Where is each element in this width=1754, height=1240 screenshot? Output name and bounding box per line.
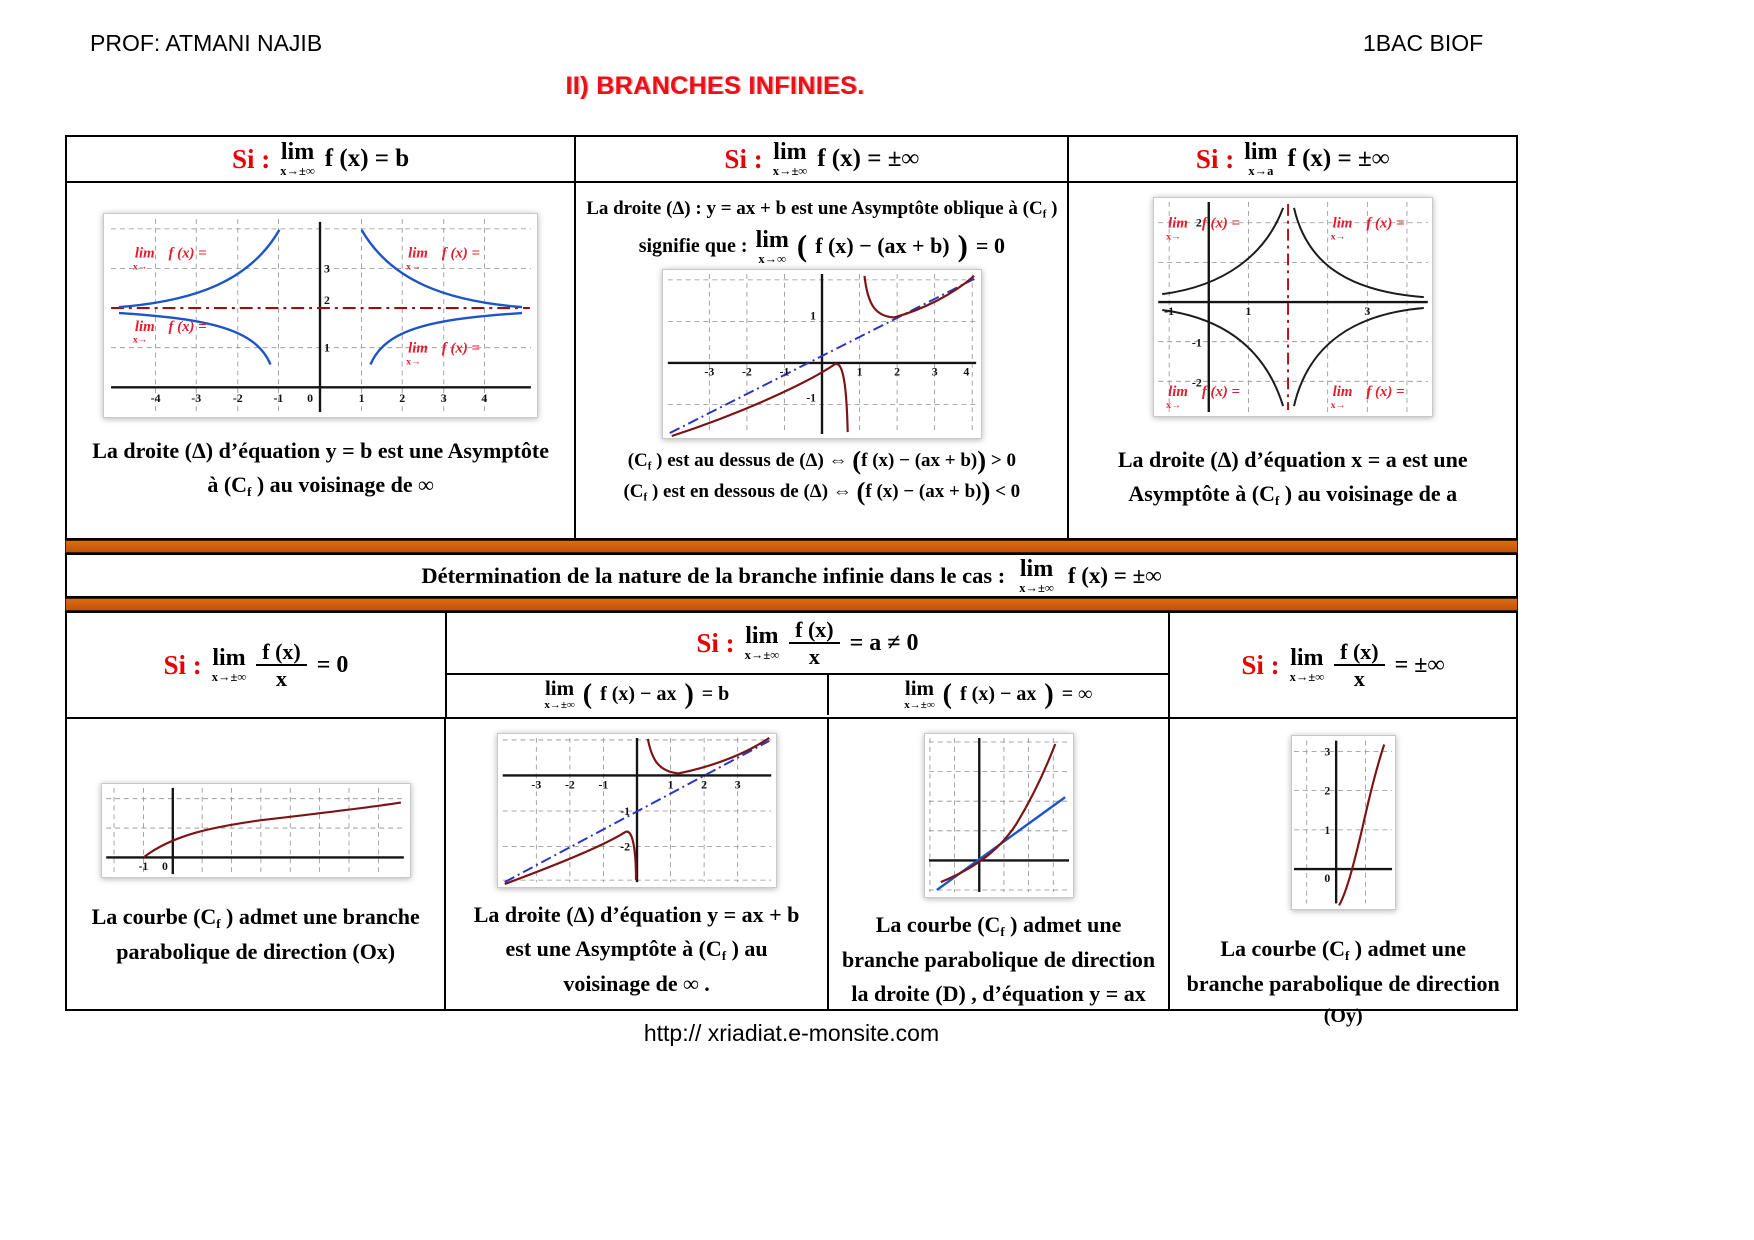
caption-line: La courbe (Cf ) admet une [1220,936,1466,963]
below-condition: (Cf ) est en dessous de (Δ) ⇔ (f (x) − (ax + b)) < 0 [623,475,1021,506]
svg-text:f (x) =: f (x) = [1201,384,1240,401]
svg-text:lim: lim [1167,215,1188,232]
limit-notation: lim x→±∞ [904,676,935,712]
svg-text:lim: lim [1332,215,1353,232]
bottom-header-a-formula: Si : lim x→±∞ $\frac{f (x)}{x}$ = a ≠ 0 [447,613,1168,675]
svg-text:1: 1 [358,391,365,406]
x-tick-labels [704,365,969,379]
oblique-asymptote-graph [662,269,982,439]
vertical-asymptote-graph [1153,197,1433,417]
svg-text:1: 1 [809,308,816,323]
bottom-subheader-row [447,675,1168,715]
svg-text:-1: -1 [273,391,284,406]
caption-line: La droite (Δ) d’équation x = a est une [1117,447,1468,472]
svg-text:lim: lim [408,340,429,357]
caption-line: La courbe (Cf ) admet une branche [91,904,420,931]
si-label: Si : [163,649,202,680]
svg-text:-4: -4 [150,391,161,406]
si-label: Si : [724,143,763,174]
svg-text:0: 0 [1324,871,1330,885]
top-header-case-vertical [1069,137,1516,181]
svg-text:3: 3 [1324,745,1330,759]
bottom-body-row [67,719,1516,1027]
fraction: $\frac{f (x)}{x}$ [256,640,306,690]
caption-line: la droite (D) , d’équation y = ax [851,980,1146,1006]
svg-text:-2: -2 [741,364,752,379]
svg-text:2: 2 [399,391,406,406]
subcase-asymptote: lim x→±∞ ( f (x) − ax ) = b [447,675,829,715]
bottom-body-oblique [446,719,828,1009]
limit-notation: lim x→±∞ [211,645,247,685]
svg-text:1: 1 [667,777,674,792]
oblique-definition: La droite (Δ) : y = ax + b est une Asymptôte oblique à (Cf ) [586,198,1058,221]
svg-text:f (x) =: f (x) = [1201,215,1240,232]
x-tick-labels [138,860,167,873]
svg-text:x→: x→ [406,356,422,368]
svg-text:x→: x→ [1330,400,1346,412]
fraction: $\frac{f (x)}{x}$ [1334,640,1384,690]
svg-text:x→: x→ [132,334,148,346]
svg-text:-2: -2 [1191,375,1202,390]
svg-text:f (x) =: f (x) = [168,318,207,335]
svg-text:3: 3 [440,391,447,406]
svg-text:f (x) =: f (x) = [168,245,207,262]
limit-notation: lim x→±∞ [772,139,808,179]
caption-line: branche parabolique de direction [842,946,1156,972]
oblique-asymptote-graph-2 [497,733,777,888]
top-header-case-horizontal [67,137,576,181]
svg-text:4: 4 [963,364,970,379]
limit-notation: lim x→∞ [755,226,789,266]
orange-divider-top [65,540,1518,553]
branch-parabolic-d-graph [924,733,1074,898]
svg-text:-1: -1 [619,803,630,818]
branch-oy-graph [1291,735,1396,910]
caption-line: Asymptôte à (Cf ) au voisinage de a [1128,481,1458,508]
y-tick-labels [1324,745,1330,885]
svg-text:-2: -2 [232,391,243,406]
limit-notation: lim x→±∞ [744,623,780,663]
si-label: Si : [232,143,271,174]
bottom-table [65,611,1518,1027]
y-tick-labels [806,308,816,404]
caption [1170,932,1516,1032]
svg-text:-3: -3 [704,364,715,379]
caption-line: La courbe (Cf ) admet une [875,912,1122,939]
bottom-header-row [67,613,1516,719]
svg-text:-2: -2 [564,777,575,792]
caption-line: branche parabolique de direction [1186,970,1500,996]
middle-band [65,553,1518,598]
svg-text:-1: -1 [806,390,816,405]
bottom-header-case-a [447,613,1170,717]
branch-ox-graph [101,783,411,878]
svg-text:2: 2 [700,777,707,792]
bottom-body-ox [67,719,446,1009]
svg-text:4: 4 [481,391,488,406]
si-label: Si : [1195,143,1235,174]
svg-text:lim: lim [408,245,429,262]
top-body-row [67,183,1516,538]
svg-text:2: 2 [324,293,330,308]
caption [446,898,826,1001]
limit-notation: lim x→±∞ [280,139,315,179]
caption-line: La droite (Δ) d’équation y = ax + b [473,902,800,927]
caption [67,434,574,503]
caption-line: La droite (Δ) d’équation y = b est une Asymptôte [92,438,549,463]
svg-text:x→: x→ [132,261,148,273]
svg-text:-3: -3 [530,777,541,792]
svg-text:lim: lim [134,318,155,335]
limit-value: f (x) = ±∞ [817,145,920,172]
svg-text:-1: -1 [779,364,790,379]
svg-text:2: 2 [1195,215,1202,230]
orange-divider-bottom [65,598,1518,611]
top-table [65,135,1518,540]
bottom-header-case-zero: Si : lim x→±∞ $\frac{f (x)}{x}$ = 0 [67,613,447,717]
limit-notation: lim x→±∞ [1289,645,1325,685]
prof-name: PROF: ATMANI NAJIB [90,30,323,56]
caption-line: est une Asymptôte à (Cf ) au [505,936,768,963]
top-header-row [67,137,1516,183]
class-level: 1BAC BIOF [1363,30,1484,56]
svg-text:lim: lim [1332,384,1353,401]
limit-value: f (x) = b [324,145,410,172]
limit-notation: lim x→±∞ [544,676,575,712]
bottom-body-oy [1170,719,1516,1027]
top-header-case-oblique [576,137,1069,181]
svg-text:lim: lim [1167,384,1188,401]
svg-text:1: 1 [324,340,330,355]
si-label: Si : [1241,649,1280,680]
limit-notation: lim x→a [1244,139,1278,179]
horizontal-asymptote-graph [103,213,538,418]
svg-text:-1: -1 [138,860,148,874]
bottom-body-direction-d [829,719,1171,1009]
svg-text:lim: lim [134,245,155,262]
x-tick-labels [1164,304,1370,318]
svg-text:x→: x→ [406,261,422,273]
curve [1339,745,1384,906]
top-body-vertical-asymptote [1069,183,1516,538]
footer-url: http:// xriadiat.e-monsite.com [643,1020,940,1046]
svg-text:f (x) =: f (x) = [441,245,481,262]
svg-text:3: 3 [931,364,938,379]
subcase-parabolic: lim x→±∞ ( f (x) − ax ) = ∞ [904,676,1093,712]
oblique-limit-formula: signifie que : lim x→∞ ( f (x) − (ax + b) ) = 0 [638,226,1005,266]
caption-line: voisinage de ∞ . [563,970,710,996]
svg-text:0: 0 [307,391,314,406]
svg-text:f (x) =: f (x) = [1366,384,1405,401]
curve [143,803,400,858]
grid [106,788,404,874]
page-title: II) BRANCHES INFINIES. [565,72,865,100]
svg-text:0: 0 [161,860,168,874]
svg-text:3: 3 [324,261,330,276]
y-tick-labels [620,804,630,854]
svg-text:1: 1 [1324,823,1330,837]
caption-line: (Oy) [1323,1004,1363,1027]
bottom-header-case-infinity: Si : lim x→±∞ $\frac{f (x)}{x}$ = ±∞ [1241,638,1445,691]
svg-text:2: 2 [893,364,900,379]
svg-text:x→: x→ [1330,231,1346,243]
top-body-oblique-asymptote [576,183,1069,538]
caption [1069,443,1516,512]
si-label: Si : [696,627,735,658]
svg-text:f (x) =: f (x) = [441,340,481,357]
svg-text:-1: -1 [1191,335,1202,350]
svg-text:3: 3 [734,777,741,792]
svg-text:3: 3 [1364,303,1371,318]
svg-text:x→: x→ [1165,400,1181,412]
svg-text:2: 2 [1324,784,1330,798]
limit-labels [133,246,480,368]
caption-line: parabolique de direction (Ox) [116,938,396,964]
middle-band-text: Détermination de la nature de la branche infinie dans le cas : [421,562,1006,588]
fraction: $\frac{f (x)}{x}$ [789,618,839,668]
svg-text:1: 1 [1245,303,1252,318]
limit-notation: lim x→±∞ [1019,555,1054,595]
svg-text:-2: -2 [619,839,630,854]
caption [67,900,444,969]
svg-text:-3: -3 [191,391,202,406]
caption-line: à (Cf ) au voisinage de ∞ [207,472,434,499]
limit-value: f (x) = ±∞ [1067,562,1162,588]
svg-text:x→: x→ [1165,231,1181,243]
svg-text:1: 1 [856,364,863,379]
limit-value: f (x) = ±∞ [1287,145,1390,172]
top-body-horizontal-asymptote [67,183,576,538]
svg-text:-1: -1 [598,777,608,792]
svg-text:f (x) =: f (x) = [1366,215,1405,232]
svg-text:-1: -1 [1163,303,1174,318]
caption [829,908,1169,1011]
above-condition: (Cf ) est au dessus de (Δ) ⇔ (f (x) − (ax + b)) > 0 [627,445,1016,476]
